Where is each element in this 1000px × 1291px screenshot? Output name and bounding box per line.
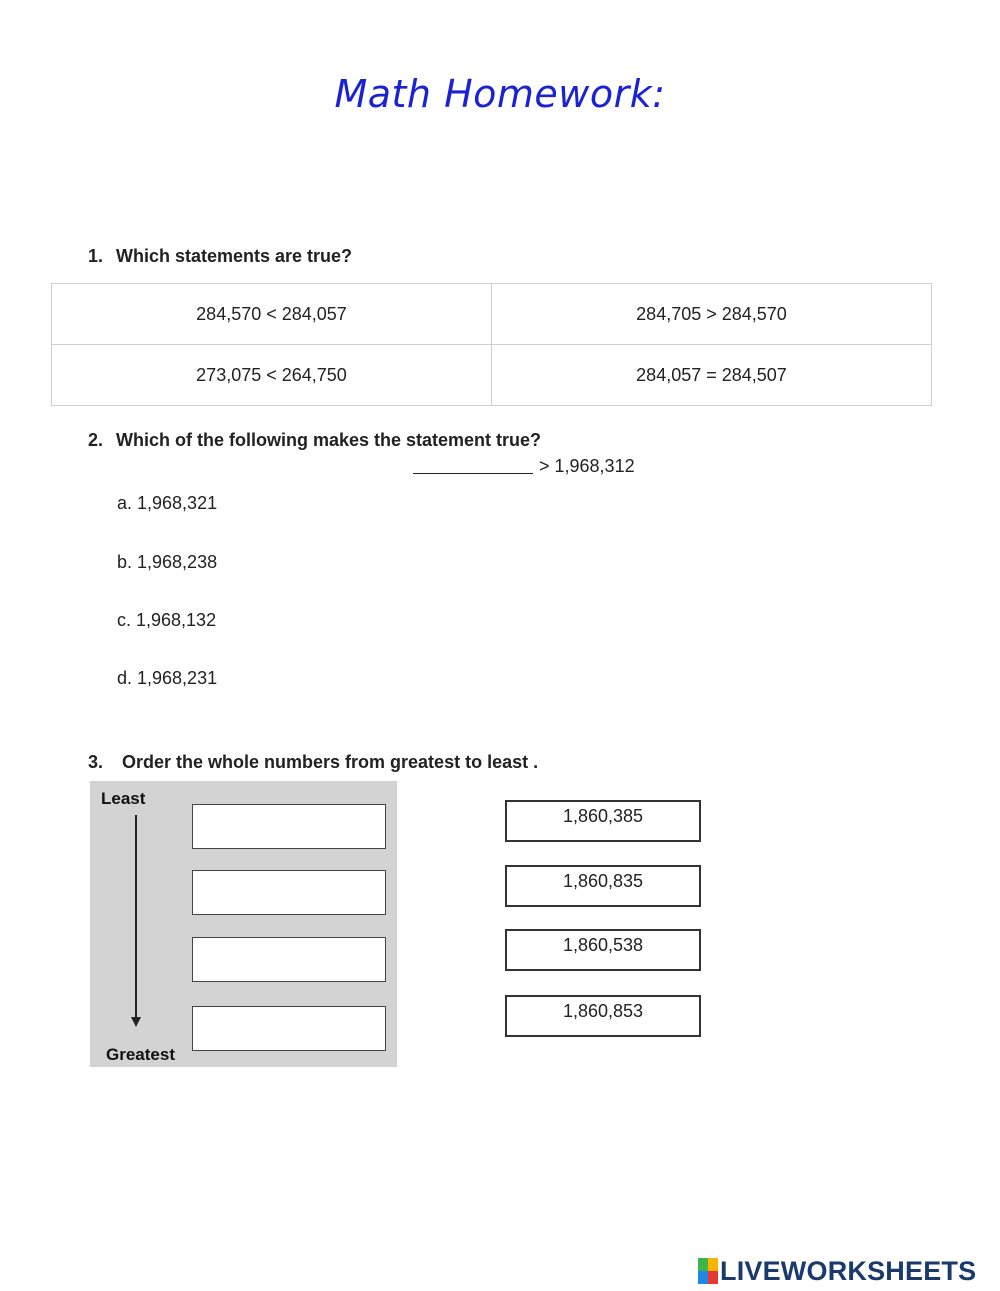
statements-table — [51, 283, 932, 406]
logo-text: LIVEWORKSHEETS — [720, 1255, 977, 1286]
option-b[interactable]: b. 1,968,238 — [117, 552, 218, 572]
liveworksheets-logo — [698, 1256, 976, 1286]
least-label: Least — [101, 789, 146, 808]
question-3-heading — [88, 752, 538, 773]
question-3-text: Order the whole numbers from greatest to least . — [122, 752, 539, 772]
statement-cell[interactable]: 284,057 = 284,507 — [492, 345, 932, 406]
table-row — [52, 284, 932, 345]
table-row — [52, 345, 932, 406]
question-2-number: 2. — [88, 430, 104, 450]
question-2-text: Which of the following makes the statement true? — [116, 430, 542, 450]
question-1-text: Which statements are true? — [116, 246, 353, 266]
option-d[interactable]: d. 1,968,231 — [117, 668, 218, 688]
draggable-number-card[interactable]: 1,860,853 — [505, 995, 701, 1037]
order-arrow-line — [135, 815, 137, 1019]
statement-cell[interactable]: 284,570 < 284,057 — [52, 284, 492, 345]
drop-slot-3[interactable] — [192, 937, 386, 982]
option-c[interactable]: c. 1,968,132 — [117, 610, 217, 630]
draggable-number-card[interactable]: 1,860,538 — [505, 929, 701, 971]
drop-slot-2[interactable] — [192, 870, 386, 915]
question-1-number: 1. — [88, 246, 104, 266]
drop-slot-4[interactable] — [192, 1006, 386, 1051]
comparison-statement — [413, 456, 635, 477]
statement-cell[interactable]: 284,705 > 284,570 — [492, 284, 932, 345]
ordering-panel — [90, 781, 397, 1067]
greatest-label: Greatest — [106, 1045, 175, 1064]
question-3-number: 3. — [88, 752, 104, 772]
worksheet-title: Math Homework: — [334, 72, 666, 116]
question-1-heading — [88, 246, 352, 267]
comparison-text: > 1,968,312 — [539, 456, 635, 476]
drop-slot-1[interactable] — [192, 804, 386, 849]
question-2-heading — [88, 430, 541, 451]
liveworksheets-logo-icon — [698, 1258, 718, 1284]
answer-blank[interactable] — [413, 457, 533, 474]
statement-cell[interactable]: 273,075 < 264,750 — [52, 345, 492, 406]
arrow-down-icon — [131, 1017, 141, 1027]
draggable-number-card[interactable]: 1,860,835 — [505, 865, 701, 907]
option-a[interactable]: a. 1,968,321 — [117, 493, 218, 513]
draggable-number-card[interactable]: 1,860,385 — [505, 800, 701, 842]
